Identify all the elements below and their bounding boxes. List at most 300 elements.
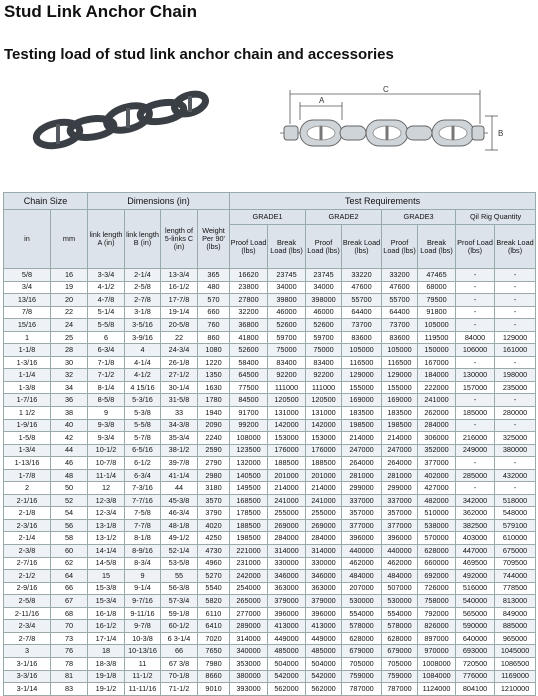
table-cell: 25 [51, 331, 88, 344]
table-cell: 2-5/8 [125, 281, 161, 294]
table-cell: 108000 [230, 432, 268, 445]
table-cell: 679000 [382, 645, 418, 658]
table-cell: 778500 [495, 582, 536, 595]
table-cell: 3 [4, 645, 51, 658]
table-cell: - [495, 319, 536, 332]
table-cell: 1220 [198, 356, 230, 369]
table-cell: 5270 [198, 570, 230, 583]
table-cell: 398000 [306, 294, 342, 307]
table-cell: 120500 [306, 394, 342, 407]
table-cell: 131000 [306, 407, 342, 420]
table-cell: 60-1/2 [161, 620, 198, 633]
table-cell: 185000 [456, 407, 495, 420]
table-cell: 55700 [382, 294, 418, 307]
table-cell: 590000 [456, 620, 495, 633]
table-cell: 168500 [230, 494, 268, 507]
table-cell: 628000 [382, 632, 418, 645]
table-cell: 970000 [418, 645, 456, 658]
table-cell: 2090 [198, 419, 230, 432]
label-b: B [498, 129, 504, 138]
table-cell: 16620 [230, 269, 268, 282]
table-cell: 167000 [418, 356, 456, 369]
table-cell: 64500 [230, 369, 268, 382]
table-cell: 7020 [198, 632, 230, 645]
table-cell: 123500 [230, 444, 268, 457]
table-cell: 132000 [230, 457, 268, 470]
table-cell: 492000 [456, 570, 495, 583]
table-cell: 340000 [230, 645, 268, 658]
table-cell: 47600 [382, 281, 418, 294]
table-cell: 16-1/2 [161, 281, 198, 294]
table-cell: 570000 [418, 532, 456, 545]
grade1-header: GRADE1 [230, 210, 306, 225]
table-cell: 2-1/4 [4, 532, 51, 545]
table-cell: 129000 [382, 369, 418, 382]
table-cell: 31-5/8 [161, 394, 198, 407]
table-cell: - [456, 306, 495, 319]
table-row [4, 294, 536, 307]
table-cell: 26-1/8 [161, 356, 198, 369]
table-cell: 579100 [495, 519, 536, 532]
table-cell: 52600 [268, 319, 306, 332]
table-cell: 105000 [418, 319, 456, 332]
table-cell: 1045000 [495, 645, 536, 658]
table-row [4, 444, 536, 457]
col-link-breadth-header: link length B (in) [125, 210, 161, 269]
table-cell: 183500 [382, 407, 418, 420]
table-cell: 5-7/8 [125, 432, 161, 445]
table-cell: 142000 [306, 419, 342, 432]
table-cell: 214000 [306, 482, 342, 495]
table-cell: 188500 [230, 519, 268, 532]
table-cell: 47465 [418, 269, 456, 282]
table-cell: 504000 [306, 657, 342, 670]
table-cell: 792000 [418, 607, 456, 620]
table-cell: 1350 [198, 369, 230, 382]
table-cell: 1940 [198, 407, 230, 420]
table-cell: 81 [51, 670, 88, 683]
table-cell: - [495, 482, 536, 495]
table-cell: 9-7/8 [125, 620, 161, 633]
table-cell: 242000 [230, 570, 268, 583]
table-cell: 2-7/8 [125, 294, 161, 307]
table-cell: 44 [161, 482, 198, 495]
table-cell: 216000 [456, 432, 495, 445]
table-cell: 379000 [306, 595, 342, 608]
table-row [4, 645, 536, 658]
table-cell: 5-5/8 [88, 319, 125, 332]
table-cell: 59700 [268, 331, 306, 344]
g1-proof-header: Proof Load (lbs) [230, 225, 268, 269]
table-cell: 744000 [495, 570, 536, 583]
table-cell: 1169000 [495, 670, 536, 683]
table-cell: 377000 [382, 519, 418, 532]
table-cell: 640000 [456, 632, 495, 645]
table-cell: 155000 [382, 381, 418, 394]
table-cell: 20 [51, 294, 88, 307]
table-cell: 34000 [306, 281, 342, 294]
table-cell: 52600 [230, 344, 268, 357]
table-cell: 7-3/16 [125, 482, 161, 495]
g3-proof-header: Proof Load (lbs) [382, 225, 418, 269]
table-cell: 62 [51, 557, 88, 570]
table-cell: 131000 [268, 407, 306, 420]
table-row [4, 519, 536, 532]
table-cell: 427000 [418, 482, 456, 495]
table-cell: 2-1/4 [125, 269, 161, 282]
table-cell: 161000 [495, 344, 536, 357]
table-cell: 53-5/8 [161, 557, 198, 570]
table-cell: 5820 [198, 595, 230, 608]
table-cell: 23800 [230, 281, 268, 294]
table-cell: 3-5/16 [125, 319, 161, 332]
table-cell: 70-1/8 [161, 670, 198, 683]
table-cell: 342000 [456, 494, 495, 507]
table-cell: 153000 [306, 432, 342, 445]
table-cell: 2590 [198, 444, 230, 457]
table-cell: 2-3/8 [4, 545, 51, 558]
table-cell: 92200 [268, 369, 306, 382]
table-cell: 28 [51, 344, 88, 357]
table-cell: 507000 [382, 582, 418, 595]
table-cell: 176000 [268, 444, 306, 457]
table-cell: 91800 [418, 306, 456, 319]
table-cell: 377000 [342, 519, 382, 532]
table-cell: 83600 [342, 331, 382, 344]
table-cell: 4-1/2 [125, 369, 161, 382]
table-cell: 610000 [495, 532, 536, 545]
table-cell: 1-9/16 [4, 419, 51, 432]
table-cell: 7650 [198, 645, 230, 658]
table-cell: 6110 [198, 607, 230, 620]
table-cell: 8-1/4 [88, 381, 125, 394]
table-cell: 284000 [306, 532, 342, 545]
table-cell: 68000 [418, 281, 456, 294]
table-cell: 57-3/4 [161, 595, 198, 608]
table-row [4, 595, 536, 608]
g2-proof-header: Proof Load (lbs) [306, 225, 342, 269]
table-cell: 4960 [198, 557, 230, 570]
table-cell: 130000 [456, 369, 495, 382]
table-cell: 12-3/4 [88, 507, 125, 520]
table-cell: 432000 [495, 469, 536, 482]
dimensions-header: Dimensions (in) [88, 193, 230, 210]
table-cell: 705000 [382, 657, 418, 670]
table-cell: 176000 [306, 444, 342, 457]
table-cell: 64 [51, 570, 88, 583]
table-cell: 413000 [306, 620, 342, 633]
table-cell: 3570 [198, 494, 230, 507]
table-cell: - [456, 319, 495, 332]
table-cell: 34000 [268, 281, 306, 294]
table-cell: 14-5/8 [88, 557, 125, 570]
table-cell: 357000 [382, 507, 418, 520]
table-cell: 504000 [268, 657, 306, 670]
table-cell: 1084000 [418, 670, 456, 683]
table-cell: 760 [198, 319, 230, 332]
table-cell: 76 [51, 645, 88, 658]
table-cell: 897000 [418, 632, 456, 645]
table-cell: 58 [51, 532, 88, 545]
table-cell: 1210000 [495, 683, 536, 696]
table-cell: 449000 [306, 632, 342, 645]
table-cell: 346000 [306, 570, 342, 583]
table-cell: 56-3/8 [161, 582, 198, 595]
table-cell: 554000 [382, 607, 418, 620]
table-cell: 3/4 [4, 281, 51, 294]
label-a: A [319, 96, 325, 105]
table-cell: 48-1/8 [161, 519, 198, 532]
table-cell: 3-1/14 [4, 683, 51, 696]
table-cell: 776000 [456, 670, 495, 683]
table-cell: 75000 [268, 344, 306, 357]
table-cell: 1-3/16 [4, 356, 51, 369]
table-cell: 16-1/8 [88, 607, 125, 620]
table-cell: 24-3/4 [161, 344, 198, 357]
table-cell: 1-1/8 [4, 344, 51, 357]
table-cell: 198500 [342, 419, 382, 432]
table-cell: 17-7/8 [161, 294, 198, 307]
table-cell: 142000 [268, 419, 306, 432]
table-cell: 178500 [230, 507, 268, 520]
table-cell: 222000 [418, 381, 456, 394]
table-cell: 518000 [495, 494, 536, 507]
table-cell: 726000 [418, 582, 456, 595]
page-subtitle: Testing load of stud link anchor chain and accessories [4, 46, 394, 63]
table-cell: 2-11/16 [4, 607, 51, 620]
table-cell: 27800 [230, 294, 268, 307]
table-cell: - [495, 294, 536, 307]
table-cell: 9 [125, 570, 161, 583]
table-cell: 548000 [495, 507, 536, 520]
table-row [4, 570, 536, 583]
grade2-header: GRADE2 [306, 210, 382, 225]
table-cell: 73700 [342, 319, 382, 332]
table-row [4, 369, 536, 382]
table-cell: 15-3/8 [88, 582, 125, 595]
table-cell: 1-13/16 [4, 457, 51, 470]
table-cell: 5-1/4 [88, 306, 125, 319]
table-cell: 6-3/4 [125, 469, 161, 482]
table-cell: 116500 [342, 356, 382, 369]
table-row [4, 494, 536, 507]
table-cell: 299000 [382, 482, 418, 495]
table-row [4, 557, 536, 570]
table-cell: 241000 [418, 394, 456, 407]
table-cell: 578000 [342, 620, 382, 633]
table-cell: 91700 [230, 407, 268, 420]
table-cell: 255000 [306, 507, 342, 520]
table-row [4, 582, 536, 595]
table-cell: 15 [88, 570, 125, 583]
table-cell: 484000 [342, 570, 382, 583]
table-cell: - [495, 356, 536, 369]
table-cell: 247000 [342, 444, 382, 457]
table-row [4, 670, 536, 683]
table-cell: 277000 [230, 607, 268, 620]
table-cell: 77500 [230, 381, 268, 394]
table-cell: 75000 [306, 344, 342, 357]
table-cell: 2790 [198, 457, 230, 470]
table-cell: 60 [51, 545, 88, 558]
table-cell: 13-3/4 [161, 269, 198, 282]
table-cell: 759000 [342, 670, 382, 683]
table-cell: 469500 [456, 557, 495, 570]
table-cell: 84500 [230, 394, 268, 407]
table-cell: 264000 [382, 457, 418, 470]
table-cell: 759000 [382, 670, 418, 683]
table-cell: 39-7/8 [161, 457, 198, 470]
table-cell: 330000 [306, 557, 342, 570]
table-cell: 2 [4, 482, 51, 495]
table-cell: 8-3/4 [125, 557, 161, 570]
col-link-length-header: link length A (in) [88, 210, 125, 269]
table-cell: 2-7/8 [4, 632, 51, 645]
table-cell: 413000 [268, 620, 306, 633]
table-cell: 153000 [268, 432, 306, 445]
table-cell: 693000 [456, 645, 495, 658]
table-row [4, 331, 536, 344]
table-cell: 675000 [495, 545, 536, 558]
table-cell: 10-7/8 [88, 457, 125, 470]
table-cell: - [495, 457, 536, 470]
table-cell: - [456, 269, 495, 282]
table-cell: 396000 [382, 532, 418, 545]
table-cell: 39800 [268, 294, 306, 307]
table-cell: 150000 [418, 344, 456, 357]
table-cell: 2-1/16 [4, 494, 51, 507]
table-cell: 578000 [382, 620, 418, 633]
table-cell: 804100 [456, 683, 495, 696]
table-cell: 1-3/4 [4, 444, 51, 457]
table-cell: 787000 [382, 683, 418, 696]
table-cell: 46000 [306, 306, 342, 319]
table-cell: 66 [51, 582, 88, 595]
table-cell: 363000 [268, 582, 306, 595]
table-cell: 105000 [382, 344, 418, 357]
table-cell: 24 [51, 319, 88, 332]
table-cell: 33 [161, 407, 198, 420]
table-cell: 78 [51, 657, 88, 670]
table-cell: 19-1/4 [161, 306, 198, 319]
col-weight-header: Weight Per 90' (lbs) [198, 210, 230, 269]
table-cell: 15/16 [4, 319, 51, 332]
table-cell: - [456, 281, 495, 294]
table-cell: 83600 [382, 331, 418, 344]
table-cell: - [495, 394, 536, 407]
table-cell: 6-1/2 [125, 457, 161, 470]
table-cell: 6 3-1/4 [161, 632, 198, 645]
table-cell: 11 [125, 657, 161, 670]
col-in-header: in [4, 210, 51, 269]
table-cell: 440000 [342, 545, 382, 558]
table-cell: 214000 [268, 482, 306, 495]
table-cell: 2240 [198, 432, 230, 445]
table-cell: 720500 [456, 657, 495, 670]
table-cell: 20-5/8 [161, 319, 198, 332]
table-cell: 198500 [230, 532, 268, 545]
grade3-header: GRADE3 [382, 210, 456, 225]
table-cell: 56 [51, 519, 88, 532]
table-cell: 52600 [306, 319, 342, 332]
table-cell: 265000 [230, 595, 268, 608]
table-cell: 7-5/8 [125, 507, 161, 520]
table-cell: - [456, 482, 495, 495]
table-cell: 221000 [230, 545, 268, 558]
table-cell: 247000 [382, 444, 418, 457]
table-cell: 542000 [306, 670, 342, 683]
table-cell: 363000 [306, 582, 342, 595]
table-cell: 201000 [306, 469, 342, 482]
table-cell: 92200 [306, 369, 342, 382]
table-cell: 149500 [230, 482, 268, 495]
table-cell: 140500 [230, 469, 268, 482]
table-cell: 9 [88, 407, 125, 420]
table-cell: 67 [51, 595, 88, 608]
table-cell: 19 [51, 281, 88, 294]
label-c: C [383, 85, 389, 94]
table-cell: 9-7/16 [125, 595, 161, 608]
table-cell: 516000 [456, 582, 495, 595]
table-cell: 12 [88, 482, 125, 495]
table-cell: 269000 [306, 519, 342, 532]
table-cell: 11-11/16 [125, 683, 161, 696]
table-cell: 362000 [456, 507, 495, 520]
table-cell: 10-13/16 [125, 645, 161, 658]
table-row [4, 482, 536, 495]
table-cell: 380000 [495, 444, 536, 457]
table-row [4, 356, 536, 369]
table-cell: 11-1/4 [88, 469, 125, 482]
table-cell: - [495, 269, 536, 282]
table-cell: 157000 [456, 381, 495, 394]
table-cell: 440000 [382, 545, 418, 558]
g2-break-header: Break Load (lbs) [342, 225, 382, 269]
table-cell: 46000 [268, 306, 306, 319]
table-cell: 377000 [418, 457, 456, 470]
table-row [4, 281, 536, 294]
table-cell: 314000 [306, 545, 342, 558]
table-cell: 83400 [268, 356, 306, 369]
table-cell: - [495, 306, 536, 319]
table-cell: 1-7/8 [4, 469, 51, 482]
table-cell: 249000 [456, 444, 495, 457]
table-cell: 254000 [230, 582, 268, 595]
table-cell: 2-3/16 [4, 519, 51, 532]
table-cell: 314000 [230, 632, 268, 645]
table-cell: 34 [51, 381, 88, 394]
table-cell: 1 1/2 [4, 407, 51, 420]
table-cell: 692000 [418, 570, 456, 583]
table-cell: 241000 [268, 494, 306, 507]
table-cell: 241000 [306, 494, 342, 507]
table-cell: 330000 [268, 557, 306, 570]
table-cell: 314000 [268, 545, 306, 558]
table-cell: 346000 [268, 570, 306, 583]
table-row [4, 657, 536, 670]
table-cell: 289000 [230, 620, 268, 633]
table-cell: 2-7/16 [4, 557, 51, 570]
table-cell: 337000 [342, 494, 382, 507]
table-cell: 449000 [268, 632, 306, 645]
table-cell: 2-5/8 [4, 595, 51, 608]
table-cell: 480 [198, 281, 230, 294]
table-cell: 41800 [230, 331, 268, 344]
page-title: Stud Link Anchor Chain [4, 2, 197, 21]
table-cell: 826000 [418, 620, 456, 633]
table-cell: - [456, 419, 495, 432]
table-cell: 396000 [306, 607, 342, 620]
